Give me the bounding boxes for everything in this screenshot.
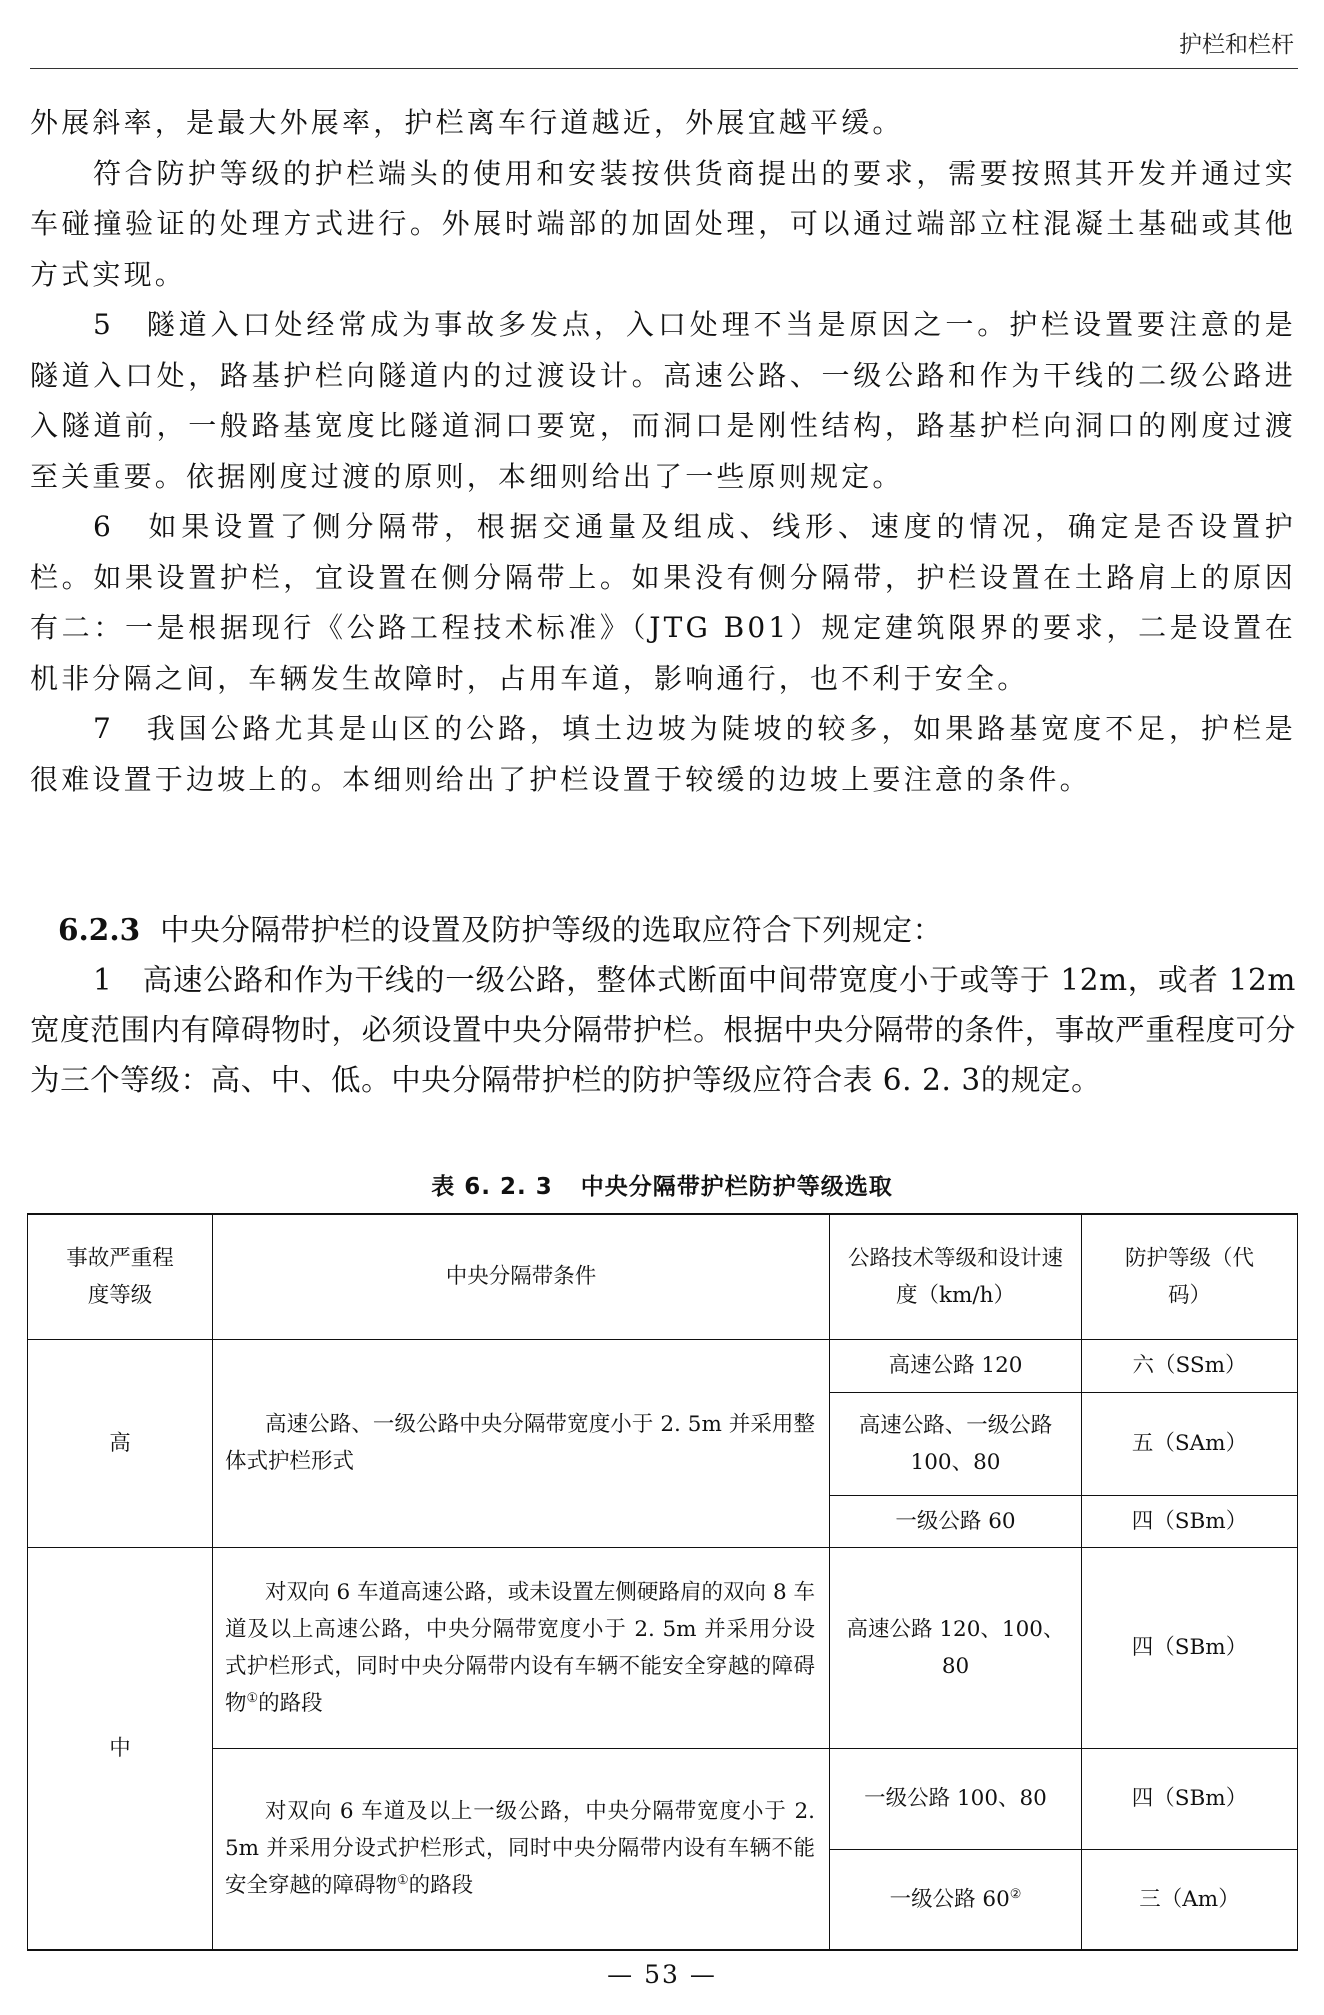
- condition-text: [225, 1793, 815, 1904]
- level-cell: 三（Am）: [1082, 1849, 1298, 1950]
- condition-text: [225, 1574, 815, 1722]
- road-cell: 一级公路 60: [830, 1495, 1082, 1547]
- running-title: 护栏和栏杆: [1179, 32, 1294, 58]
- section-number: 6.2.3: [58, 912, 141, 947]
- condition-tail: 的路段: [408, 1873, 474, 1899]
- page-header: [30, 24, 1298, 69]
- table-header-row: [28, 1214, 1298, 1339]
- paragraph: 6 如果设置了侧分隔带，根据交通量及组成、线形、速度的情况，确定是否设置护栏。如果设置护栏，宜设置在侧分隔带上。如果没有侧分隔带，护栏设置在土路肩上的原因有二：一是根据现行《公路工程技术标准》（JTG B01）规定建筑限界的要求，二是设置在机非分隔之间，车辆发生故障时，占用车道，影响通行，也不利于安全。: [30, 510, 1296, 695]
- level-cell: 四（SBm）: [1082, 1748, 1298, 1849]
- paragraph: 5 隧道入口处经常成为事故多发点，入口处理不当是原因之一。护栏设置要注意的是隧道入口处，路基护栏向隧道内的过渡设计。高速公路、一级公路和作为干线的二级公路进入隧道前，一般路基宽度比隧道洞口要宽，而洞口是刚性结构，路基护栏向洞口的刚度过渡至关重要。依据刚度过渡的原则，本细则给出了一些原则规定。: [30, 308, 1296, 493]
- header-severity: 事故严重程度等级: [28, 1214, 213, 1339]
- footnote-mark: ②: [1009, 1886, 1022, 1902]
- table-number: 表 6. 2. 3: [431, 1174, 553, 1200]
- condition-cell: [213, 1339, 830, 1547]
- header-level: 防护等级（代码）: [1082, 1214, 1298, 1339]
- header-condition: 中央分隔带条件: [213, 1214, 830, 1339]
- paragraph: 符合防护等级的护栏端头的使用和安装按供货商提出的要求，需要按照其开发并通过实车碰撞验证的处理方式进行。外展时端部的加固处理，可以通过端部立柱混凝土基础或其他方式实现。: [30, 156, 1296, 291]
- road-text: 一级公路 60: [889, 1886, 1010, 1912]
- clause-paragraph: 1 高速公路和作为干线的一级公路，整体式断面中间带宽度小于或等于 12m，或者 12m 宽度范围内有障碍物时，必须设置中央分隔带护栏。根据中央分隔带的条件，事故严重程度可分为三个等级：高、中、低。中央分隔带护栏的防护等级应符合表 6. 2. 3的规定。: [30, 963, 1296, 1097]
- condition-cell: [213, 1547, 830, 1748]
- level-cell: 四（SBm）: [1082, 1495, 1298, 1547]
- condition-tail: 的路段: [258, 1690, 323, 1716]
- condition-cell: [213, 1748, 830, 1950]
- footnote-mark: ①: [246, 1690, 259, 1706]
- road-cell: 一级公路 100、80: [830, 1748, 1082, 1849]
- road-cell: 高速公路、一级公路 100、80: [830, 1392, 1082, 1495]
- road-cell: [830, 1849, 1082, 1950]
- condition-body: 对双向 6 车道高速公路，或未设置左侧硬路肩的双向 8 车道及以上高速公路，中央分隔带宽度小于 2. 5m 并采用分设式护栏形式，同时中央分隔带内设有车辆不能安全穿越的障碍物: [225, 1579, 815, 1716]
- paragraph: 外展斜率，是最大外展率，护栏离车行道越近，外展宜越平缓。: [30, 106, 904, 139]
- level-cell: 四（SBm）: [1082, 1547, 1298, 1748]
- road-cell: 高速公路 120: [830, 1339, 1082, 1392]
- footnote-mark: ①: [397, 1873, 409, 1889]
- level-cell: 五（SAm）: [1082, 1392, 1298, 1495]
- table-row: [28, 1748, 1298, 1849]
- paragraph: 7 我国公路尤其是山区的公路，填土边坡为陡坡的较多，如果路基宽度不足，护栏是很难设置于边坡上的。本细则给出了护栏设置于较缓的边坡上要注意的条件。: [30, 712, 1296, 796]
- page-number: — 53 —: [607, 1960, 717, 1989]
- severity-cell: 中: [28, 1547, 213, 1950]
- table-row: [28, 1339, 1298, 1392]
- header-road: 公路技术等级和设计速度（km/h）: [830, 1214, 1082, 1339]
- condition-body: 对双向 6 车道及以上一级公路，中央分隔带宽度小于 2. 5m 并采用分设式护栏形式，同时中央分隔带内设有车辆不能安全穿越的障碍物: [225, 1799, 815, 1899]
- severity-cell: 高: [28, 1339, 213, 1547]
- section-heading: [30, 905, 1296, 955]
- level-cell: 六（SSm）: [1082, 1339, 1298, 1392]
- road-cell: 高速公路 120、100、80: [830, 1547, 1082, 1748]
- table-row: [28, 1547, 1298, 1748]
- commentary-text: [30, 98, 1296, 805]
- condition-text: 高速公路、一级公路中央分隔带宽度小于 2. 5m 并采用整体式护栏形式: [225, 1412, 815, 1474]
- section-6-2-3: [30, 905, 1296, 1105]
- protection-level-table: [27, 1213, 1298, 1951]
- table-caption: [0, 1168, 1324, 1201]
- table-title: 中央分隔带护栏防护等级选取: [580, 1174, 893, 1200]
- section-title: 中央分隔带护栏的设置及防护等级的选取应符合下列规定：: [160, 913, 943, 947]
